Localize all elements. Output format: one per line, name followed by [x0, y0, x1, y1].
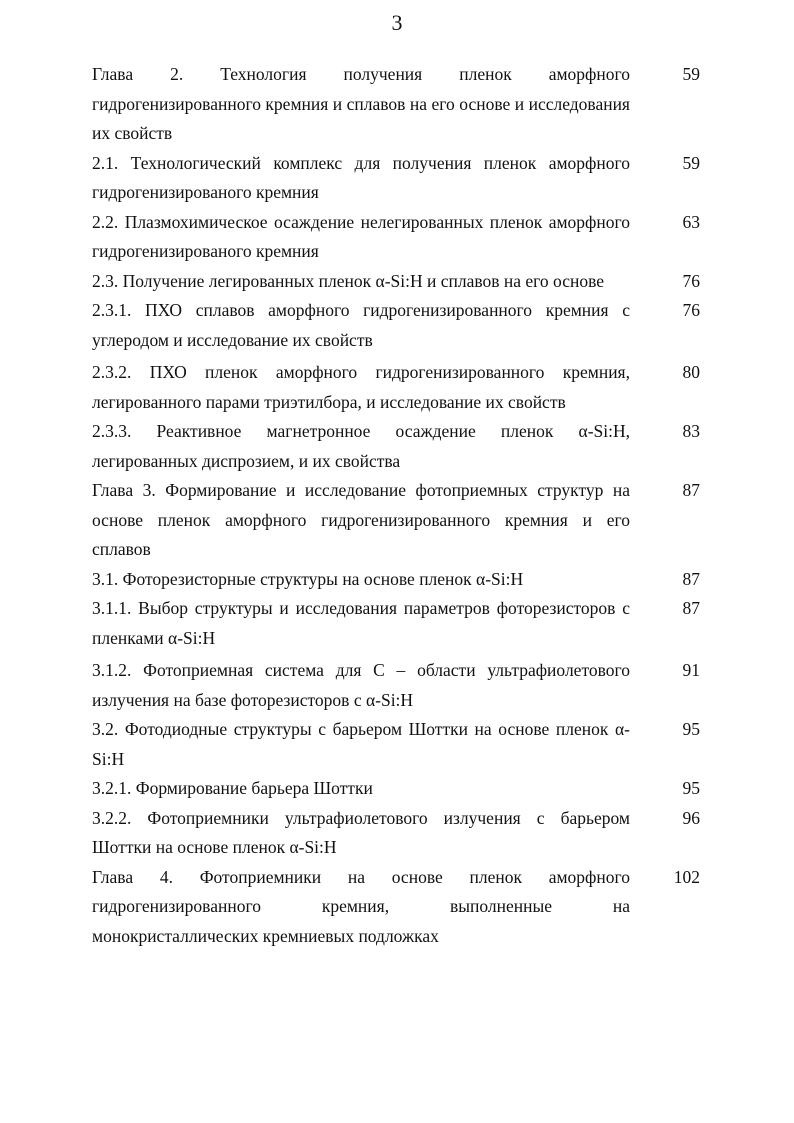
toc-entry-page: 87 [682, 598, 700, 618]
toc-entry-page: 83 [682, 421, 700, 441]
toc-entry-chapter-2 [92, 60, 704, 149]
toc-entry-text: 2.3.2. ПХО пленок аморфного гидрогенизированного кремния, легированного парами триэтилбора, и исследование их свойств [92, 362, 630, 412]
toc-entry-page: 96 [682, 807, 700, 828]
toc-entry-text: 2.2. Плазмохимическое осаждение нелегированных пленок аморфного гидрогенизированого кремния [92, 211, 630, 261]
toc-entry-3-1-1 [92, 594, 704, 653]
toc-entry-3-2 [92, 715, 704, 774]
toc-entry-page: 63 [682, 211, 700, 232]
toc-entry-text: Глава 4. Фотоприемники на основе пленок аморфного гидрогенизированного кремния, выполненные на монокристаллических кремниевых подложках [92, 866, 630, 946]
table-of-contents [92, 60, 704, 951]
toc-entry-2-3-1 [92, 296, 704, 355]
toc-entry-3-1-2 [92, 656, 704, 715]
toc-entry-text: Глава 2. Технология получения пленок аморфного гидрогенизированного кремния и сплавов на его основе и исследования их свойств [92, 64, 630, 143]
toc-entry-2-3-2 [92, 358, 704, 417]
toc-entry-text: 2.3.1. ПХО сплавов аморфного гидрогенизированного кремния с углеродом и исследование их свойств [92, 300, 630, 350]
toc-entry-2-1 [92, 149, 704, 208]
toc-entry-3-2-2 [92, 804, 704, 863]
toc-entry-2-2 [92, 208, 704, 267]
toc-entry-text: 2.1. Технологический комплекс для получения пленок аморфного гидрогенизированого кремния [92, 152, 630, 202]
toc-entry-text: 3.1.2. Фотоприемная система для C – области ультрафиолетового излучения на базе фоторезисторов с α-Si:H [92, 660, 630, 710]
toc-entry-page: 87 [682, 568, 700, 589]
toc-entry-page: 95 [682, 719, 700, 739]
toc-entry-chapter-4 [92, 863, 704, 952]
toc-entry-page: 76 [682, 300, 700, 320]
toc-entry-page: 102 [673, 866, 700, 887]
toc-entry-text: 2.3. Получение легированных пленок α-Si:H и сплавов на его основе [92, 270, 605, 291]
toc-entry-chapter-3 [92, 476, 704, 565]
toc-entry-page: 76 [682, 270, 700, 291]
toc-entry-text: 3.2.1. Формирование барьера Шоттки [92, 778, 373, 798]
toc-entry-3-1 [92, 565, 704, 595]
toc-entry-page: 87 [682, 480, 700, 500]
page-number: 3 [391, 10, 403, 35]
toc-entry-text: 3.1. Фоторезисторные структуры на основе пленок α-Si:H [92, 568, 524, 589]
toc-entry-page: 95 [682, 778, 700, 798]
toc-entry-page: 80 [682, 362, 700, 382]
toc-entry-text: 3.2.2. Фотоприемники ультрафиолетового излучения с барьером Шоттки на основе пленок α-Si:H [92, 807, 630, 857]
toc-entry-page: 59 [682, 152, 700, 173]
toc-entry-text: 3.2. Фотодиодные структуры с барьером Шоттки на основе пленок α-Si:H [92, 719, 630, 769]
toc-entry-2-3 [92, 267, 704, 297]
toc-entry-page: 91 [682, 660, 700, 680]
toc-entry-text: 2.3.3. Реактивное магнетронное осаждение пленок α-Si:H, легированных диспрозием, и их свойства [92, 421, 630, 471]
toc-entry-text: Глава 3. Формирование и исследование фотоприемных структур на основе пленок аморфного гидрогенизированного кремния и его сплавов [92, 480, 630, 559]
toc-entry-3-2-1 [92, 774, 704, 804]
toc-entry-2-3-3 [92, 417, 704, 476]
toc-entry-text: 3.1.1. Выбор структуры и исследования параметров фоторезисторов с пленками α-Si:H [92, 598, 630, 648]
toc-entry-page: 59 [682, 64, 700, 84]
